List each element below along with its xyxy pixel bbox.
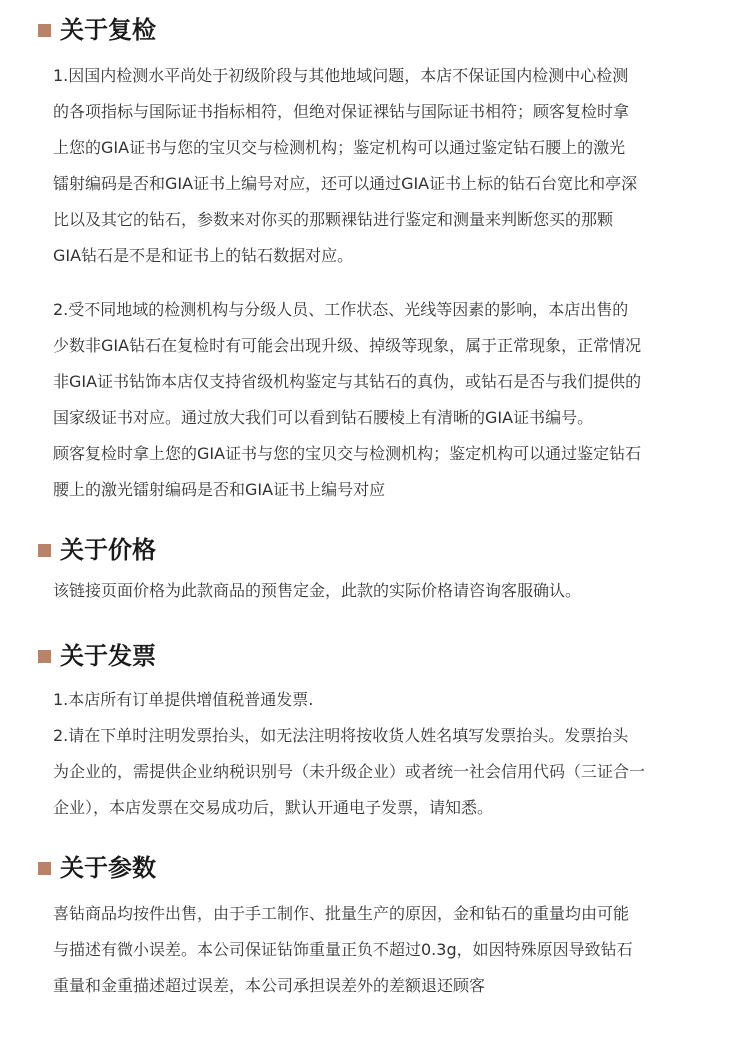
text-line: 的各项指标与国际证书指标相符，但绝对保证裸钻与国际证书相符；顾客复检时拿	[53, 102, 630, 121]
paragraph	[53, 573, 723, 609]
text-line: 该链接页面价格为此款商品的预售定金，此款的实际价格请咨询客服确认。	[53, 581, 582, 600]
text-line: 重量和金重描述超过误差，本公司承担误差外的差额退还顾客	[53, 976, 486, 995]
section-heading	[0, 532, 750, 572]
text-line: 喜钻商品均按件出售，由于手工制作、批量生产的原因，金和钻石的重量均由可能	[53, 904, 630, 923]
section-title: 关于发票	[60, 642, 156, 670]
section-recheck	[0, 12, 750, 499]
text-line: 比以及其它的钻石，参数来对你买的那颗裸钻进行鉴定和测量来判断您买的那颗	[53, 210, 614, 229]
text-line: 顾客复检时拿上您的GIA证书与您的宝贝交与检测机构；鉴定机构可以通过鉴定钻石	[53, 444, 642, 463]
paragraph	[53, 896, 723, 1004]
paragraph	[53, 292, 723, 508]
text-line: 非GIA证书钻饰本店仅支持省级机构鉴定与其钻石的真伪，或钻石是否与我们提供的	[53, 372, 642, 391]
section-title: 关于参数	[60, 854, 156, 882]
square-bullet-icon	[38, 650, 51, 663]
section-parameters	[0, 850, 750, 995]
text-line: 企业），本店发票在交易成功后，默认开通电子发票，请知悉。	[53, 798, 494, 817]
text-line: GIA钻石是不是和证书上的钻石数据对应。	[53, 246, 354, 265]
text-line: 2.请在下单时注明发票抬头，如无法注明将按收货人姓名填写发票抬头。发票抬头	[53, 726, 629, 745]
section-price	[0, 532, 750, 600]
text-line: 国家级证书对应。通过放大我们可以看到钻石腰棱上有清晰的GIA证书编号。	[53, 408, 594, 427]
square-bullet-icon	[38, 24, 51, 37]
text-line: 少数非GIA钻石在复检时有可能会出现升级、掉级等现象，属于正常现象，正常情况	[53, 336, 642, 355]
square-bullet-icon	[38, 544, 51, 557]
text-line: 腰上的激光镭射编码是否和GIA证书上编号对应	[53, 480, 386, 499]
section-heading	[0, 850, 750, 890]
paragraph	[53, 58, 723, 274]
text-line: 1.本店所有订单提供增值税普通发票.	[53, 690, 314, 709]
section-invoice	[0, 638, 750, 817]
paragraph	[53, 682, 723, 826]
section-title: 关于复检	[60, 16, 156, 44]
text-line: 为企业的，需提供企业纳税识别号（未升级企业）或者统一社会信用代码（三证合一	[53, 762, 646, 781]
text-line: 镭射编码是否和GIA证书上编号对应，还可以通过GIA证书上标的钻石台宽比和亭深	[53, 174, 638, 193]
section-title: 关于价格	[60, 536, 156, 564]
section-heading	[0, 638, 750, 678]
section-heading	[0, 12, 750, 52]
square-bullet-icon	[38, 862, 51, 875]
text-line: 1.因国内检测水平尚处于初级阶段与其他地域问题，本店不保证国内检测中心检测	[53, 66, 629, 85]
text-line: 上您的GIA证书与您的宝贝交与检测机构；鉴定机构可以通过鉴定钻石腰上的激光	[53, 138, 626, 157]
text-line: 与描述有微小误差。本公司保证钻饰重量正负不超过0.3g，如因特殊原因导致钻石	[53, 940, 633, 959]
text-line: 2.受不同地域的检测机构与分级人员、工作状态、光线等因素的影响，本店出售的	[53, 300, 629, 319]
